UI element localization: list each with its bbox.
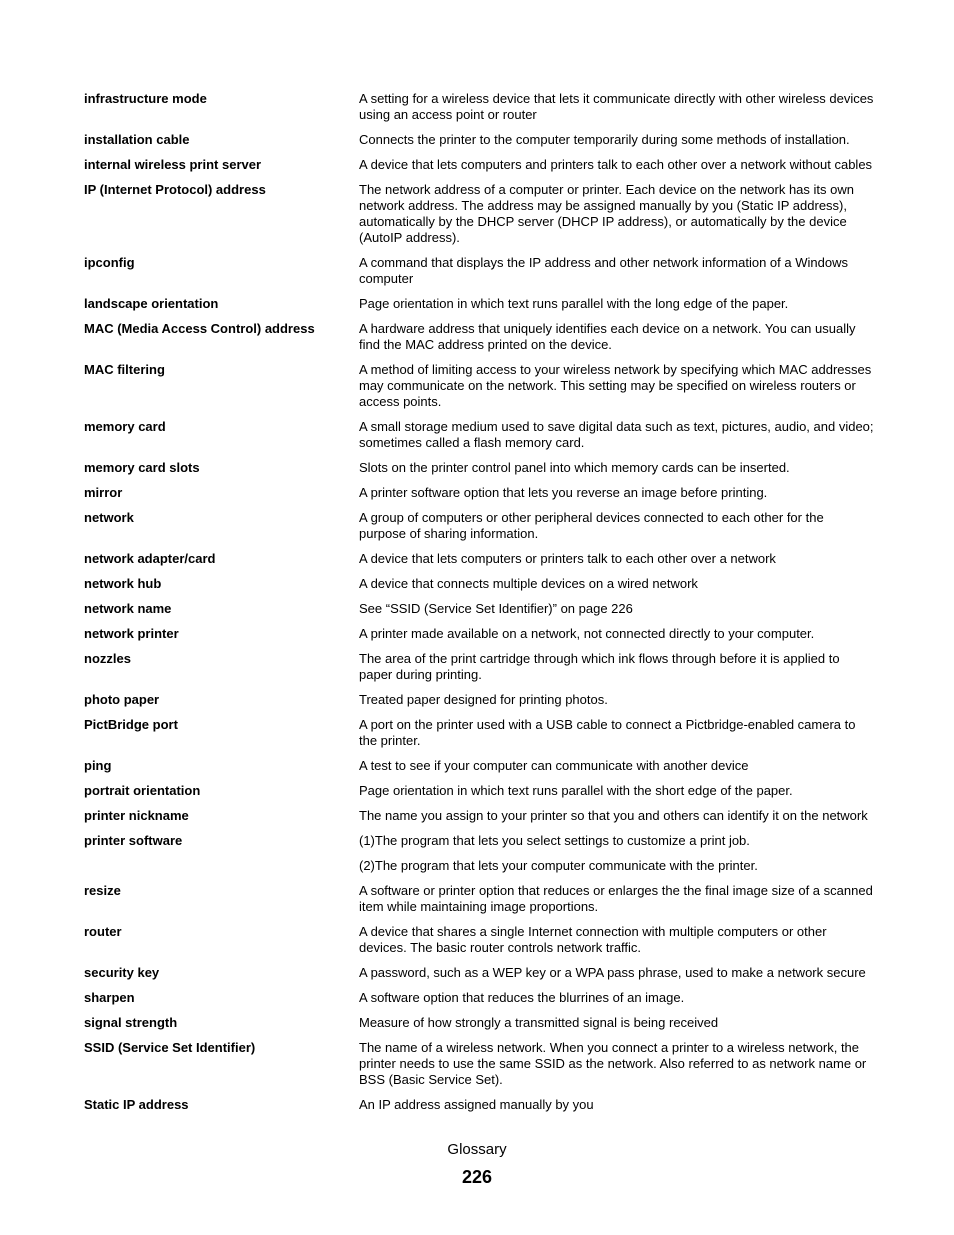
glossary-entry xyxy=(84,833,874,883)
glossary-term: network hub xyxy=(84,576,162,591)
glossary-definitions xyxy=(359,717,874,758)
glossary-entry xyxy=(84,1097,874,1122)
glossary-definitions xyxy=(359,692,874,717)
glossary-definition: A printer made available on a network, not connected directly to your computer. xyxy=(359,626,815,641)
glossary-definition: A method of limiting access to your wireless network by specifying which MAC addresses may communicate on the network. This setting may be specified on wireless routers or access points. xyxy=(359,362,872,409)
glossary-definitions xyxy=(359,990,874,1015)
glossary-term: internal wireless print server xyxy=(84,157,262,172)
glossary-term: network printer xyxy=(84,626,179,641)
glossary-definition: A device that lets computers or printers talk to each other over a network xyxy=(359,551,776,566)
glossary-entry xyxy=(84,692,874,717)
glossary-definition: The network address of a computer or printer. Each device on the network has its own network address. The address may be assigned manually by you (Static IP address), automatically by the DHCP server (DHCP IP address), or automatically by the device (AutoIP address). xyxy=(359,182,854,245)
glossary-term: resize xyxy=(84,883,121,898)
glossary-entry xyxy=(84,485,874,510)
glossary-term: security key xyxy=(84,965,160,980)
glossary-definitions xyxy=(359,883,874,924)
glossary-entry xyxy=(84,1040,874,1097)
glossary-entry xyxy=(84,255,874,296)
glossary-definitions xyxy=(359,321,874,362)
glossary-definition: The area of the print cartridge through which ink flows through before it is applied to paper during printing. xyxy=(359,651,840,682)
glossary-definition: A setting for a wireless device that lets it communicate directly with other wireless devices using an access point or router xyxy=(359,91,874,122)
glossary-term: PictBridge port xyxy=(84,717,178,732)
glossary-term: memory card slots xyxy=(84,460,200,475)
glossary-entry xyxy=(84,419,874,460)
glossary-term: network name xyxy=(84,601,172,616)
glossary-definition: A device that shares a single Internet connection with multiple computers or other devices. The basic router controls network traffic. xyxy=(359,924,827,955)
glossary-definitions xyxy=(359,510,874,551)
glossary-entry xyxy=(84,157,874,182)
glossary-entry xyxy=(84,296,874,321)
glossary-entry xyxy=(84,182,874,255)
glossary-definitions xyxy=(359,808,874,833)
glossary-definitions xyxy=(359,1040,874,1097)
glossary-definition: Treated paper designed for printing photos. xyxy=(359,692,608,707)
glossary-entry xyxy=(84,626,874,651)
glossary-definitions xyxy=(359,758,874,783)
glossary-entry xyxy=(84,460,874,485)
glossary-entry xyxy=(84,808,874,833)
glossary-definition: (2)The program that lets your computer communicate with the printer. xyxy=(359,858,758,873)
glossary-definition: The name of a wireless network. When you connect a printer to a wireless network, the printer needs to use the same SSID as the network. Also referred to as network name or BSS (Basic Service Set). xyxy=(359,1040,867,1087)
glossary-definitions xyxy=(359,576,874,601)
glossary-definitions xyxy=(359,485,874,510)
glossary-definitions xyxy=(359,626,874,651)
glossary-term: network xyxy=(84,510,134,525)
glossary-entry xyxy=(84,717,874,758)
glossary-definitions xyxy=(359,651,874,692)
glossary-definition: A port on the printer used with a USB cable to connect a Pictbridge-enabled camera to the printer. xyxy=(359,717,856,748)
glossary-list xyxy=(84,91,874,1122)
glossary-term: MAC filtering xyxy=(84,362,165,377)
glossary-term: infrastructure mode xyxy=(84,91,207,106)
glossary-term: ping xyxy=(84,758,112,773)
glossary-definitions xyxy=(359,601,874,626)
glossary-entry xyxy=(84,321,874,362)
glossary-term: SSID (Service Set Identifier) xyxy=(84,1040,256,1055)
glossary-entry xyxy=(84,601,874,626)
glossary-term: landscape orientation xyxy=(84,296,219,311)
glossary-definition: (1)The program that lets you select settings to customize a print job. xyxy=(359,833,750,848)
glossary-definition: A small storage medium used to save digital data such as text, pictures, audio, and video; sometimes called a flash memory card. xyxy=(359,419,874,450)
glossary-term: Static IP address xyxy=(84,1097,189,1112)
glossary-term: network adapter/card xyxy=(84,551,216,566)
glossary-definition: A command that displays the IP address and other network information of a Windows computer xyxy=(359,255,848,286)
glossary-term: ipconfig xyxy=(84,255,135,270)
glossary-entry xyxy=(84,576,874,601)
glossary-definitions xyxy=(359,182,874,255)
glossary-entry xyxy=(84,924,874,965)
glossary-definitions xyxy=(359,362,874,419)
glossary-definition: Page orientation in which text runs parallel with the short edge of the paper. xyxy=(359,783,793,798)
glossary-definitions xyxy=(359,1015,874,1040)
glossary-entry xyxy=(84,783,874,808)
glossary-term: photo paper xyxy=(84,692,160,707)
glossary-term: printer software xyxy=(84,833,183,848)
glossary-term: nozzles xyxy=(84,651,131,666)
glossary-definition: See “SSID (Service Set Identifier)” on page 226 xyxy=(359,601,633,616)
glossary-definition: An IP address assigned manually by you xyxy=(359,1097,594,1112)
glossary-entry xyxy=(84,883,874,924)
glossary-definitions xyxy=(359,1097,874,1122)
glossary-definition: A software option that reduces the blurrines of an image. xyxy=(359,990,685,1005)
glossary-definitions xyxy=(359,157,874,182)
glossary-entry xyxy=(84,510,874,551)
glossary-definitions xyxy=(359,296,874,321)
glossary-definition: The name you assign to your printer so that you and others can identify it on the network xyxy=(359,808,868,823)
glossary-definitions xyxy=(359,965,874,990)
glossary-definition: A device that connects multiple devices on a wired network xyxy=(359,576,698,591)
glossary-definition: Slots on the printer control panel into which memory cards can be inserted. xyxy=(359,460,790,475)
glossary-term: sharpen xyxy=(84,990,135,1005)
glossary-term: router xyxy=(84,924,122,939)
glossary-entry xyxy=(84,1015,874,1040)
glossary-entry xyxy=(84,132,874,157)
glossary-term: signal strength xyxy=(84,1015,178,1030)
glossary-entry xyxy=(84,758,874,783)
glossary-entry xyxy=(84,551,874,576)
footer-section-label: Glossary xyxy=(447,1141,507,1158)
glossary-term: mirror xyxy=(84,485,123,500)
glossary-definitions xyxy=(359,91,874,132)
glossary-definition: Connects the printer to the computer temporarily during some methods of installation. xyxy=(359,132,850,147)
glossary-definitions xyxy=(359,924,874,965)
glossary-definitions xyxy=(359,551,874,576)
glossary-term: MAC (Media Access Control) address xyxy=(84,321,315,336)
glossary-definition: A group of computers or other peripheral devices connected to each other for the purpose of sharing information. xyxy=(359,510,824,541)
glossary-definition: A device that lets computers and printers talk to each other over a network without cables xyxy=(359,157,873,172)
glossary-definition: Measure of how strongly a transmitted signal is being received xyxy=(359,1015,719,1030)
glossary-term: IP (Internet Protocol) address xyxy=(84,182,266,197)
glossary-definition: Page orientation in which text runs parallel with the long edge of the paper. xyxy=(359,296,789,311)
glossary-entry xyxy=(84,362,874,419)
glossary-definitions xyxy=(359,460,874,485)
glossary-entry xyxy=(84,965,874,990)
glossary-term: memory card xyxy=(84,419,166,434)
glossary-definitions xyxy=(359,419,874,460)
glossary-definition: A password, such as a WEP key or a WPA pass phrase, used to make a network secure xyxy=(359,965,866,980)
glossary-term: portrait orientation xyxy=(84,783,201,798)
glossary-definitions xyxy=(359,132,874,157)
glossary-definitions xyxy=(359,833,874,883)
glossary-definition: A software or printer option that reduces or enlarges the the final image size of a scanned item while maintaining image proportions. xyxy=(359,883,873,914)
glossary-entry xyxy=(84,990,874,1015)
glossary-definition: A hardware address that uniquely identifies each device on a network. You can usually find the MAC address printed on the device. xyxy=(359,321,856,352)
glossary-term: printer nickname xyxy=(84,808,189,823)
glossary-entry xyxy=(84,91,874,132)
glossary-definition: A test to see if your computer can communicate with another device xyxy=(359,758,749,773)
glossary-definitions xyxy=(359,255,874,296)
glossary-entry xyxy=(84,651,874,692)
glossary-definition: A printer software option that lets you reverse an image before printing. xyxy=(359,485,768,500)
glossary-definitions xyxy=(359,783,874,808)
page-number: 226 xyxy=(461,1167,493,1187)
glossary-term: installation cable xyxy=(84,132,190,147)
